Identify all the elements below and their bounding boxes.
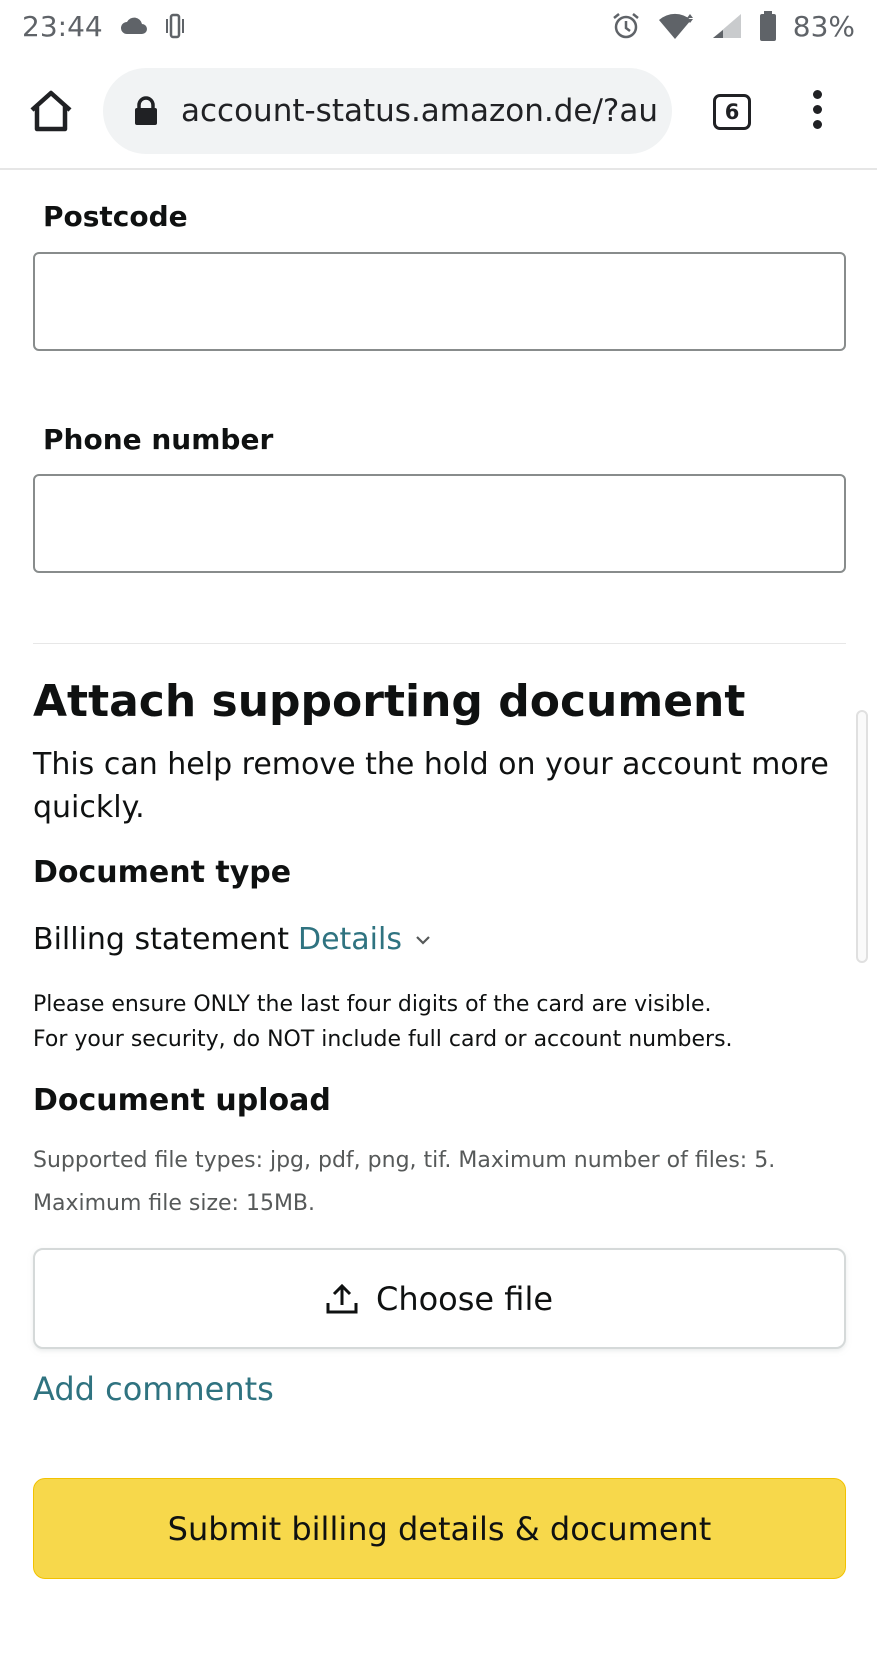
more-vert-icon[interactable] xyxy=(807,90,827,134)
document-upload-label: Document upload xyxy=(33,1083,331,1118)
tab-count: 6 xyxy=(724,100,740,124)
status-right xyxy=(611,10,855,43)
scrollbar[interactable] xyxy=(856,710,868,963)
status-time: 23:44 xyxy=(22,9,103,43)
document-type-label: Document type xyxy=(33,855,292,890)
postcode-label: Postcode xyxy=(43,200,188,233)
section-description: This can help remove the hold on your account more quickly. xyxy=(33,747,829,825)
battery-level: 83% xyxy=(792,9,855,43)
submit-button[interactable]: Submit billing details & document xyxy=(33,1478,846,1579)
lock-icon xyxy=(133,96,159,126)
document-type-row xyxy=(33,922,432,957)
browser-toolbar xyxy=(0,52,877,170)
alarm-icon xyxy=(611,11,641,41)
signal-icon xyxy=(711,12,743,40)
section-divider xyxy=(33,643,846,644)
home-icon[interactable] xyxy=(28,88,74,134)
vibrate-icon xyxy=(165,11,189,41)
notice-line-2: For your security, do NOT include full card or account numbers. xyxy=(33,1027,733,1052)
add-comments-link[interactable]: Add comments xyxy=(33,1370,274,1408)
hint-line-1: Supported file types: jpg, pdf, png, tif. Maximum number of files: 5. xyxy=(33,1148,776,1173)
upload-hint xyxy=(33,1139,775,1225)
status-bar xyxy=(0,0,877,52)
security-notice xyxy=(33,987,733,1057)
upload-icon xyxy=(326,1284,358,1314)
phone-input[interactable] xyxy=(33,474,846,573)
cloud-icon xyxy=(119,16,149,36)
document-type-value: Billing statement xyxy=(33,922,289,957)
address-bar[interactable] xyxy=(103,68,672,154)
hint-line-2: Maximum file size: 15MB. xyxy=(33,1191,316,1216)
section-title: Attach supporting document xyxy=(33,676,746,727)
choose-file-label: Choose file xyxy=(375,1279,554,1318)
details-link[interactable]: Details xyxy=(297,922,402,957)
battery-icon xyxy=(759,11,777,41)
phone-label: Phone number xyxy=(43,423,274,456)
choose-file-button[interactable] xyxy=(33,1248,846,1349)
notice-line-1: Please ensure ONLY the last four digits of the card are visible. xyxy=(33,992,712,1017)
tabs-button[interactable] xyxy=(713,94,751,130)
wifi-icon xyxy=(657,11,695,41)
postcode-input[interactable] xyxy=(33,252,846,351)
chevron-down-icon[interactable] xyxy=(414,934,432,946)
url-text: account-status.amazon.de/?au xyxy=(181,93,659,129)
status-left xyxy=(22,10,189,43)
